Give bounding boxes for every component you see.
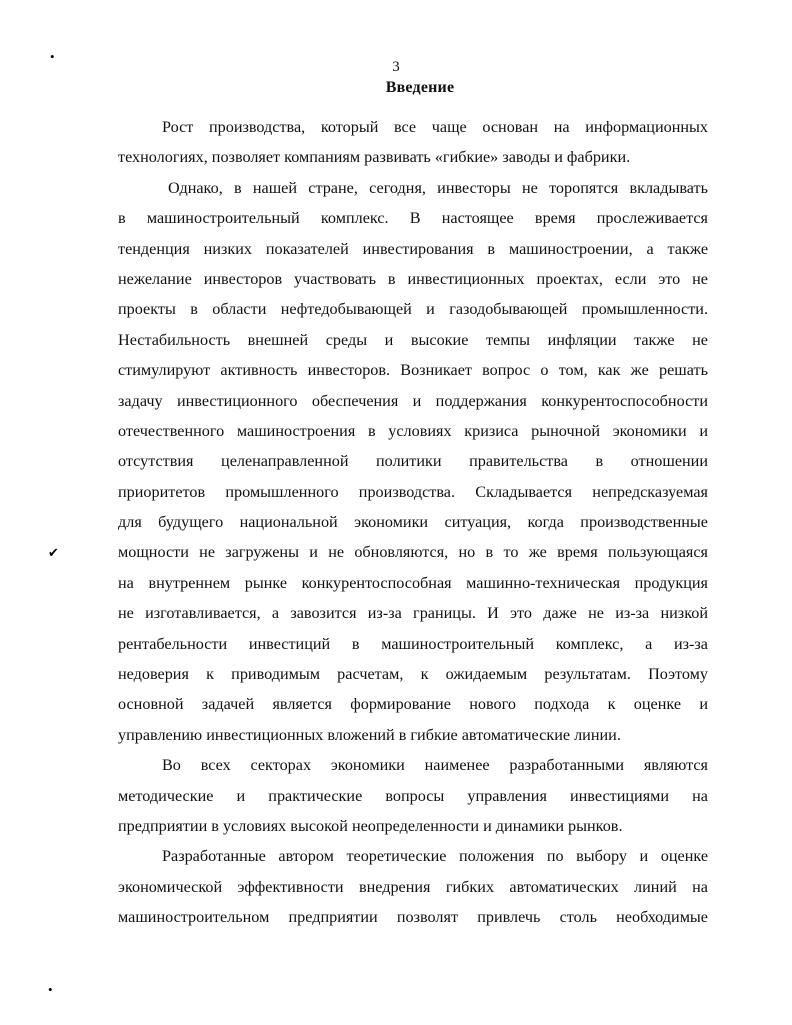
text-line: методические и практические вопросы управления инвестициями на (118, 786, 708, 805)
text-line: в машиностроительный комплекс. В настоящее время прослеживается (118, 209, 708, 228)
text-line: Нестабильность внешней среды и высокие темпы инфляции также не (118, 330, 708, 349)
text-line: управлению инвестиционных вложений в гибкие автоматические линии. (118, 725, 621, 744)
text-line: не изготавливается, а завозится из-за границы. И это даже не из-за низкой (118, 604, 708, 623)
paragraph-1 (118, 112, 708, 173)
text-line: рентабельности инвестиций в машиностроительный комплекс, а из-за (118, 634, 708, 653)
text-line: экономической эффективности внедрения гибких автоматических линий на (118, 877, 708, 896)
text-line: задачу инвестиционного обеспечения и поддержания конкурентоспособности (118, 391, 708, 410)
text-line: Во всех секторах экономики наименее разработанными являются (162, 756, 708, 775)
text-line: нежелание инвесторов участвовать в инвестиционных проектах, если это не (118, 269, 708, 288)
text-line: Однако, в нашей стране, сегодня, инвесторы не торопятся вкладывать (168, 178, 708, 197)
text-line: Рост производства, который все чаще основан на информационных (162, 118, 708, 136)
section-heading: Введение (385, 79, 455, 96)
margin-mark-middle: ✔ (48, 545, 59, 560)
text-line: для будущего национальной экономики ситуация, когда производственные (118, 513, 708, 532)
text-line: на внутреннем рынке конкурентоспособная машинно-техническая продукция (118, 573, 708, 592)
text-line: проекты в области нефтедобывающей и газодобывающей промышленности. (118, 300, 708, 319)
paragraph-4 (118, 841, 708, 932)
paragraph-3 (118, 750, 708, 841)
text-line: Разработанные автором теоретические положения по выбору и оценке (162, 847, 708, 866)
text-line: отсутствия целенаправленной политики правительства в отношении (118, 452, 708, 471)
text-line: отечественного машиностроения в условиях кризиса рыночной экономики и (118, 421, 708, 440)
text-line: приоритетов промышленного производства. Складывается непредсказуемая (118, 482, 708, 501)
margin-mark-top: • (50, 49, 55, 64)
paragraph-2 (118, 173, 708, 750)
text-line: тенденция низких показателей инвестирования в машиностроении, а также (118, 239, 708, 258)
text-line: предприятии в условиях высокой неопределенности и динамики рынков. (118, 816, 623, 835)
text-line: машиностроительном предприятии позволят привлечь столь необходимые (118, 908, 708, 927)
text-line: недоверия к приводимым расчетам, к ожидаемым результатам. Поэтому (118, 665, 708, 684)
text-line: технологиях, позволяет компаниям развивать «гибкие» заводы и фабрики. (118, 148, 631, 167)
margin-mark-bottom: • (48, 982, 53, 997)
page-number: 3 (392, 59, 400, 75)
text-line: основной задачей является формирование нового подхода к оценке и (118, 695, 708, 714)
text-line: мощности не загружены и не обновляются, но в то же время пользующаяся (118, 543, 708, 562)
text-line: стимулируют активность инвесторов. Возникает вопрос о том, как же решать (118, 361, 708, 380)
body-text (118, 112, 708, 933)
